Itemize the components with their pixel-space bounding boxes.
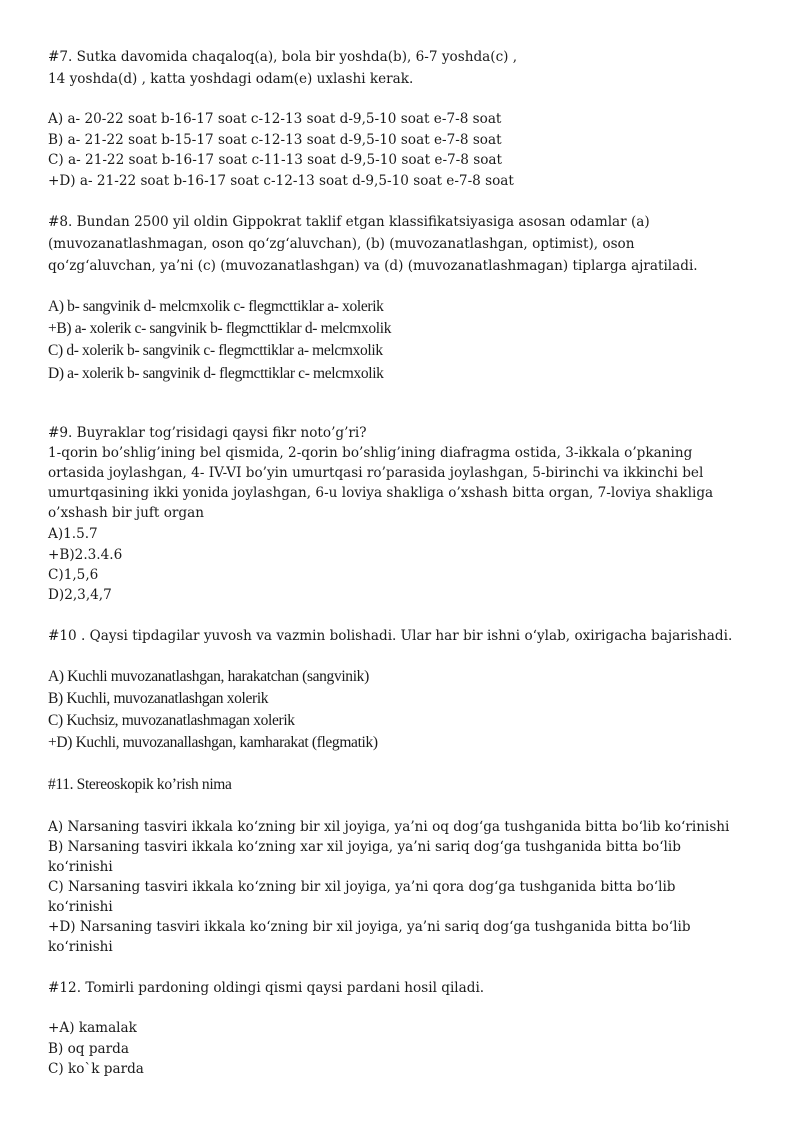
q7-option-a: A) a- 20-22 soat b-16-17 soat c-12-13 soat d-9,5-10 soat e-7-8 soat <box>48 111 502 127</box>
q12-option-b: B) oq parda <box>48 1041 129 1057</box>
q8-option-a: A) b- sangvinik d- melcmxolik c- flegmcttiklar a- xolerik <box>48 298 384 315</box>
q9-option-d: D)2,3,4,7 <box>48 587 112 603</box>
q9-stem-line-5: o’xshash bir juft organ <box>48 505 204 521</box>
q11-option-c: C) Narsaning tasviri ikkala ko‘zning bir xil joyiga, ya’ni qora dog‘ga tushganida bitta bo‘lib <box>48 879 676 895</box>
q11-option-b: B) Narsaning tasviri ikkala ko‘zning xar xil joyiga, ya’ni sariq dog‘ga tushganida bitta bo‘lib <box>48 839 681 855</box>
q9-stem-line-3: ortasida joylashgan, 4- IV-VI bo’yin umurtqasi ro’parasida joylashgan, 5-birinchi va ikkinchi bel <box>48 465 704 481</box>
q9-stem-line-4: umurtqasining ikki yonida joylashgan, 6-u loviya shakliga o’xshash bitta organ, 7-loviya shakliga <box>48 485 714 501</box>
q11-option-d-continued: ko‘rinishi <box>48 939 113 955</box>
q10-option-c: C) Kuchsiz, muvozanatlashmagan xolerik <box>48 712 295 729</box>
q10-option-d: +D) Kuchli, muvozanallashgan, kamharakat (flegmatik) <box>48 734 378 751</box>
q7-option-c: C) a- 21-22 soat b-16-17 soat c-11-13 soat d-9,5-10 soat e-7-8 soat <box>48 152 502 168</box>
q9-option-b: +B)2.3.4.6 <box>48 547 123 563</box>
q12-option-c: C) ko`k parda <box>48 1061 144 1077</box>
q8-option-b: +B) a- xolerik c- sangvinik b- flegmcttiklar d- melcmxolik <box>48 320 392 337</box>
q11-stem: #11. Stereoskopik ko’rish nima <box>48 776 232 793</box>
q8-stem-line-1: #8. Bundan 2500 yil oldin Gippokrat taklif etgan klassifikatsiyasiga asosan odamlar (a) <box>48 214 650 230</box>
q8-stem-line-3: qo‘zg‘aluvchan, ya’ni (c) (muvozanatlashgan) va (d) (muvozanatlashmagan) tiplarga ajratiladi. <box>48 258 698 274</box>
q9-stem-line-2: 1-qorin bo’shlig’ining bel qismida, 2-qorin bo’shlig’ining diafragma ostida, 3-ikkala o’pkaning <box>48 445 693 461</box>
q11-option-d: +D) Narsaning tasviri ikkala ko‘zning bir xil joyiga, ya’ni sariq dog‘ga tushganida bitta bo‘lib <box>48 919 691 935</box>
q7-option-d: +D) a- 21-22 soat b-16-17 soat c-12-13 soat d-9,5-10 soat e-7-8 soat <box>48 173 514 189</box>
q7-option-b: B) a- 21-22 soat b-15-17 soat c-12-13 soat d-9,5-10 soat e-7-8 soat <box>48 132 502 148</box>
q12-option-a: +A) kamalak <box>48 1020 137 1036</box>
q11-option-b-continued: ko‘rinishi <box>48 859 113 875</box>
q7-stem-line-1: #7. Sutka davomida chaqaloq(a), bola bir yoshda(b), 6-7 yoshda(c) , <box>48 49 518 65</box>
q11-option-a: A) Narsaning tasviri ikkala ko‘zning bir xil joyiga, ya’ni oq dog‘ga tushganida bitta bo‘lib ko‘rinishi <box>48 819 730 835</box>
q9-option-c: C)1,5,6 <box>48 567 99 583</box>
q7-stem-line-2: 14 yoshda(d) , katta yoshdagi odam(e) uxlashi kerak. <box>48 71 414 87</box>
q12-stem: #12. Tomirli pardoning oldingi qismi qaysi pardani hosil qiladi. <box>48 980 485 996</box>
q10-stem: #10 . Qaysi tipdagilar yuvosh va vazmin bolishadi. Ular har bir ishni o‘ylab, oxirigacha bajarishadi. <box>48 628 733 644</box>
q10-option-a: A) Kuchli muvozanatlashgan, harakatchan (sangvinik) <box>48 668 369 685</box>
q10-option-b: B) Kuchli, muvozanatlashgan xolerik <box>48 690 269 707</box>
q8-stem-line-2: (muvozanatlashmagan, oson qo‘zg‘aluvchan), (b) (muvozanatlashgan, optimist), oson <box>48 236 635 252</box>
q8-option-d: D) a- xolerik b- sangvinik d- flegmcttiklar c- melcmxolik <box>48 365 384 382</box>
q9-stem-line-1: #9. Buyraklar tog’risidagi qaysi fikr noto’g’ri? <box>48 425 367 441</box>
q11-option-c-continued: ko‘rinishi <box>48 899 113 915</box>
q8-option-c: C) d- xolerik b- sangvinik c- flegmcttiklar a- melcmxolik <box>48 342 383 359</box>
q9-option-a: A)1.5.7 <box>48 526 98 542</box>
